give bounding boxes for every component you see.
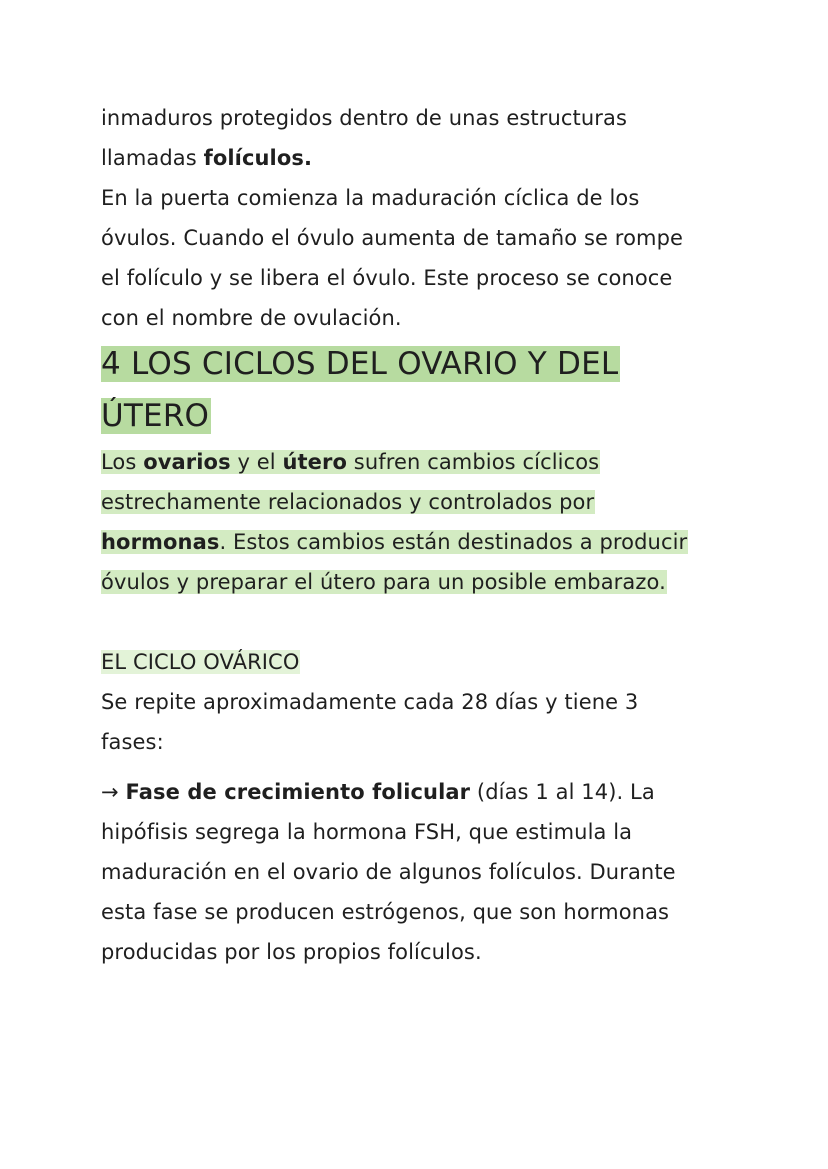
heading-text: ÚTERO	[101, 398, 210, 434]
spacer	[101, 602, 741, 642]
text-span: fases:	[101, 730, 164, 754]
text-line	[101, 722, 741, 762]
text-span: Los	[101, 450, 144, 474]
document-page	[101, 98, 741, 972]
subheading-line	[101, 642, 741, 682]
heading-text: 4 LOS CICLOS DEL OVARIO Y DEL	[101, 346, 619, 382]
text-line	[101, 932, 741, 972]
arrow-right-icon: →	[101, 780, 126, 804]
text-line	[101, 298, 741, 338]
text-line	[101, 178, 741, 218]
heading-line	[101, 338, 741, 390]
text-span: producidas por los propios folículos.	[101, 940, 482, 964]
text-line	[101, 892, 741, 932]
text-span: con el nombre de ovulación.	[101, 306, 402, 330]
text-line	[101, 442, 741, 482]
text-line	[101, 482, 741, 522]
bold-term-utero: útero	[282, 450, 347, 474]
text-line	[101, 218, 741, 258]
text-span: hipófisis segrega la hormona FSH, que estimula la	[101, 820, 633, 844]
text-line	[101, 562, 741, 602]
section-4-heading	[101, 338, 741, 442]
section-4-paragraph	[101, 442, 741, 602]
intro-paragraph	[101, 98, 741, 338]
ovarian-cycle-section	[101, 642, 741, 972]
highlighted-text	[101, 530, 688, 554]
heading-line	[101, 390, 741, 442]
text-span: (días 1 al 14). La	[470, 780, 655, 804]
text-span: Se repite aproximadamente cada 28 días y tiene 3	[101, 690, 639, 714]
text-line	[101, 258, 741, 298]
highlighted-text: estrechamente relacionados y controlados por	[101, 490, 595, 514]
text-span: y el	[230, 450, 283, 474]
text-span: esta fase se producen estrógenos, que son hormonas	[101, 900, 670, 924]
text-span: óvulos. Cuando el óvulo aumenta de tamaño se rompe	[101, 226, 684, 250]
text-span: el folículo y se libera el óvulo. Este proceso se conoce	[101, 266, 673, 290]
text-line	[101, 772, 741, 812]
bold-term-hormonas: hormonas	[101, 530, 220, 554]
bold-term-foliculos: folículos.	[203, 146, 313, 170]
text-line	[101, 138, 741, 178]
text-line	[101, 682, 741, 722]
text-line	[101, 812, 741, 852]
text-span: En la puerta comienza la maduración cíclica de los	[101, 186, 640, 210]
text-line	[101, 852, 741, 892]
bold-term-ovarios: ovarios	[143, 450, 231, 474]
highlighted-text: óvulos y preparar el útero para un posible embarazo.	[101, 570, 666, 594]
subheading-text: EL CICLO OVÁRICO	[101, 650, 300, 674]
text-span: maduración en el ovario de algunos folículos. Durante	[101, 860, 676, 884]
text-span: . Estos cambios están destinados a producir	[219, 530, 688, 554]
text-span: llamadas	[101, 146, 204, 170]
highlighted-text	[101, 450, 600, 474]
text-span: sufren cambios cíclicos	[347, 450, 600, 474]
text-span: inmaduros protegidos dentro de unas estructuras	[101, 106, 627, 130]
text-line	[101, 522, 741, 562]
bold-term-phase: Fase de crecimiento folicular	[125, 780, 471, 804]
spacer	[101, 762, 741, 772]
text-line	[101, 98, 741, 138]
